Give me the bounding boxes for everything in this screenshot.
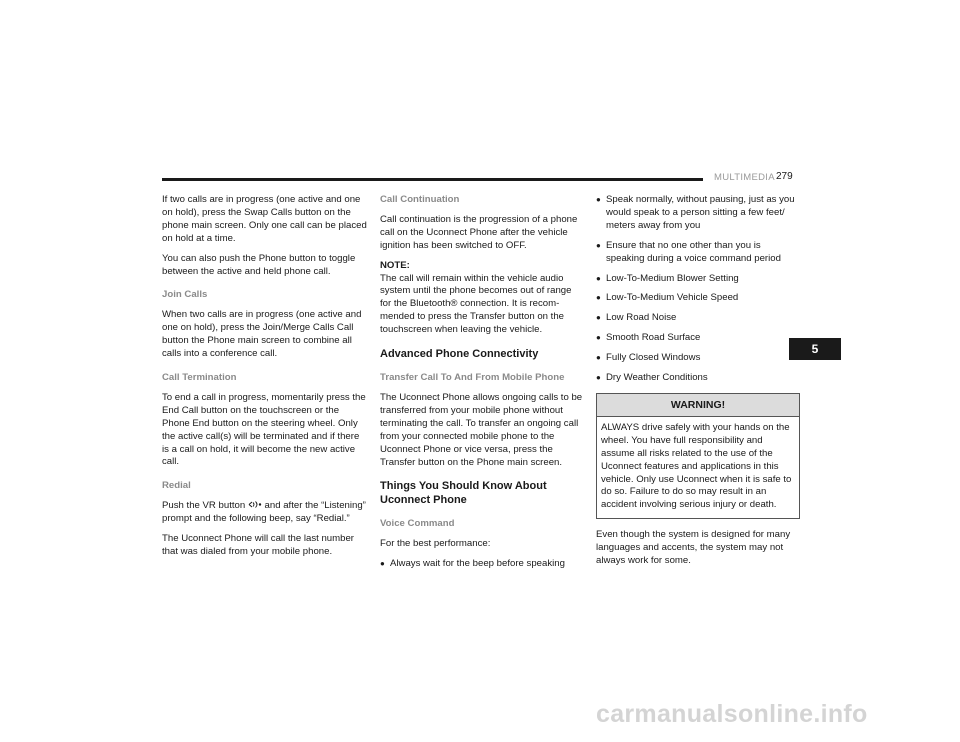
paragraph-redial-last-number: The Uconnect Phone will call the last number that was dialed from your mobile phone. bbox=[162, 533, 354, 557]
heading-things-to-know: Things You Should Know About Uconnect Phone bbox=[380, 480, 547, 507]
bullet-icon: ● bbox=[596, 293, 601, 303]
list-item bbox=[380, 558, 584, 571]
subheading-join-calls: Join Calls bbox=[162, 289, 208, 301]
list-item-text: Low Road Noise bbox=[606, 312, 677, 324]
paragraph-language-note: Even though the system is designed for many languages and accents, the system may not always work for some. bbox=[596, 529, 791, 567]
list-item bbox=[596, 372, 800, 385]
redial-text-start: Push the VR button bbox=[162, 500, 246, 512]
column-left bbox=[162, 194, 368, 566]
list-item-text: Smooth Road Surface bbox=[606, 332, 701, 344]
list-item bbox=[596, 312, 800, 325]
warning-text: ALWAYS drive safely with your hands on the wheel. You have full responsibility and assume all risks related to the use of the Uconnect features and applications in this vehicle. Only use Uconnect when it is safe to do so. Failure to do so may result in an accident involving serious injury or death. bbox=[601, 421, 792, 511]
note-text: The call will remain within the vehicle audio system until the phone becomes out of range for the Bluetooth® connection. It is recom-mended to press the Transfer button on the touchscreen when leaving the vehicle. bbox=[380, 272, 572, 336]
paragraph-toggle-call: You can also push the Phone button to toggle between the active and held phone call. bbox=[162, 252, 356, 277]
bullet-icon: ● bbox=[596, 373, 601, 383]
paragraph-transfer-call: The Uconnect Phone allows ongoing calls to be transferred from your mobile phone without terminating the call. To transfer an ongoing call from your connected mobile phone to the Uconnect Phone or vice versa, press the Transfer button on the Phone main screen. bbox=[380, 391, 583, 468]
bullet-icon: ● bbox=[380, 559, 385, 569]
bullet-icon: ● bbox=[596, 313, 601, 323]
bullet-icon: ● bbox=[596, 333, 601, 343]
list-item-text: Ensure that no one other than you is speaking during a voice command period bbox=[606, 239, 781, 264]
list-item-text: Dry Weather Conditions bbox=[606, 372, 708, 384]
warning-title: WARNING! bbox=[597, 394, 799, 417]
list-item bbox=[596, 332, 800, 345]
bullet-icon: ● bbox=[596, 273, 601, 283]
paragraph-join-calls: When two calls are in progress (one active and one on hold), press the Join/Merge Calls Call button the Phone main screen to combine all calls into a conference call. bbox=[162, 309, 362, 360]
paragraph-best-performance: For the best performance: bbox=[380, 538, 491, 550]
list-item bbox=[596, 292, 800, 305]
bullet-icon: ● bbox=[596, 195, 601, 204]
watermark: carmanualsonline.info bbox=[596, 700, 868, 728]
header-rule bbox=[162, 178, 703, 181]
redial-text-end: and after the “Listening” prompt and the following beep, say “Redial.” bbox=[162, 500, 366, 525]
subheading-call-continuation: Call Continuation bbox=[380, 194, 460, 205]
section-tab: 5 bbox=[789, 338, 841, 360]
warning-box bbox=[596, 393, 800, 519]
paragraph-redial bbox=[162, 500, 368, 526]
list-item-text: Speak normally, without pausing, just as you would speak to a person sitting a few feet/ meters away from you bbox=[606, 194, 795, 231]
list-item bbox=[596, 240, 800, 266]
subheading-call-termination: Call Termination bbox=[162, 371, 237, 383]
subheading-voice-command: Voice Command bbox=[380, 518, 455, 530]
page-number: 279 bbox=[776, 171, 793, 182]
list-item-text: Always wait for the beep before speaking bbox=[390, 558, 565, 570]
voice-command-icon bbox=[248, 500, 262, 509]
column-right bbox=[596, 194, 800, 575]
subheading-transfer-call: Transfer Call To And From Mobile Phone bbox=[380, 372, 565, 384]
list-item bbox=[596, 273, 800, 286]
paragraph-call-termination: To end a call in progress, momentarily press the End Call button on the touchscreen or the Phone End button on the steering wheel. Only the active call(s) will be terminated and if there is a call on hold, it will become the new active call. bbox=[162, 391, 366, 468]
list-item-text: Low-To-Medium Vehicle Speed bbox=[606, 292, 739, 304]
paragraph-call-continuation: Call continuation is the progression of a phone call on the Uconnect Phone after the vehicle ignition has been switched to OFF. bbox=[380, 213, 578, 251]
heading-advanced-phone-connectivity: Advanced Phone Connectivity bbox=[380, 348, 539, 361]
list-item-text: Low-To-Medium Blower Setting bbox=[606, 272, 739, 284]
note-label: NOTE: bbox=[380, 259, 410, 271]
paragraph-swap-calls: If two calls are in progress (one active and one on hold), press the Swap Calls button on the phone main screen. Only one call can be placed on hold at a time. bbox=[162, 194, 367, 244]
column-middle bbox=[380, 194, 584, 578]
list-item bbox=[596, 352, 800, 365]
header-section-title: MULTIMEDIA bbox=[714, 172, 775, 183]
list-item bbox=[596, 194, 800, 233]
list-item-text: Fully Closed Windows bbox=[606, 352, 701, 364]
bullet-icon: ● bbox=[596, 240, 601, 250]
bullet-icon: ● bbox=[596, 353, 601, 363]
note bbox=[380, 260, 584, 337]
subheading-redial: Redial bbox=[162, 480, 191, 492]
